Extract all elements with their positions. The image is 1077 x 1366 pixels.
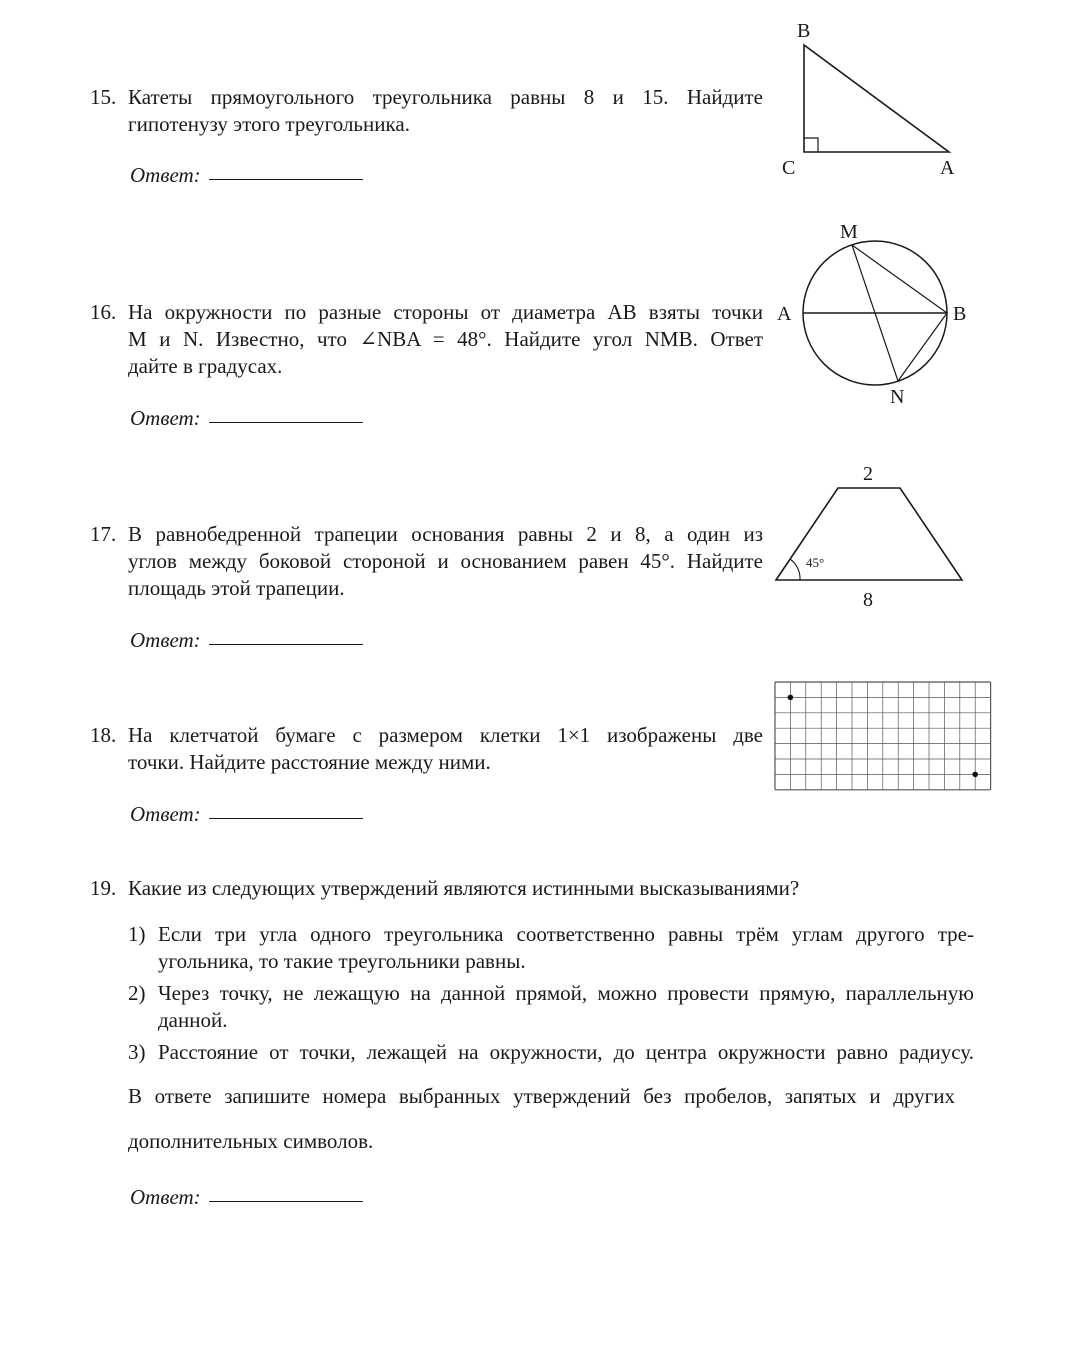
segment-mb xyxy=(852,245,947,313)
problem-text-line: На клетчатой бумаге с размером клетки 1×1 изображены две xyxy=(128,723,763,747)
grid-point-a xyxy=(788,695,794,701)
answer-line[interactable] xyxy=(209,421,363,423)
answer-line[interactable] xyxy=(209,1200,363,1202)
problem-text-line: На окружности по разные стороны от диаметра AB взяты точки xyxy=(128,300,763,324)
answer-field[interactable] xyxy=(130,162,363,189)
option-text-line: Если три угла одного треугольника соответственно равны трём углам другого тре- xyxy=(158,922,974,946)
problem-text-line: площадь этой трапеции. xyxy=(128,576,345,600)
triangle-shape xyxy=(804,45,949,152)
angle-label: 45° xyxy=(806,555,825,570)
answer-label: Ответ: xyxy=(130,406,201,430)
option-number: 1) xyxy=(128,922,146,946)
instruction-line: В ответе запишите номера выбранных утверждений без пробелов, запятых и других xyxy=(128,1084,955,1108)
answer-field[interactable] xyxy=(130,627,363,654)
top-base-label: 2 xyxy=(863,463,873,485)
answer-label: Ответ: xyxy=(130,628,201,652)
problem-number: 19. xyxy=(90,876,117,900)
answer-label: Ответ: xyxy=(130,1185,201,1209)
option-1 xyxy=(128,921,974,977)
answer-field[interactable] xyxy=(130,405,363,432)
answer-field[interactable] xyxy=(130,801,363,828)
trapezoid-shape xyxy=(776,488,962,580)
answer-label: Ответ: xyxy=(130,802,201,826)
angle-arc xyxy=(790,559,800,580)
option-2 xyxy=(128,980,974,1036)
option-text-line: данной. xyxy=(158,1008,228,1032)
question-text: Какие из следующих утверждений являются истинными высказываниями? xyxy=(128,876,800,900)
problem-number: 17. xyxy=(90,522,117,546)
problem-text-line: Катеты прямоугольного треугольника равны 8 и 15. Найдите xyxy=(128,85,763,109)
grid-point-b xyxy=(972,772,978,778)
trapezoid-figure xyxy=(770,455,980,615)
right-angle-mark xyxy=(804,138,818,152)
segment-nb xyxy=(898,313,947,381)
point-label-m: M xyxy=(840,221,858,243)
right-triangle-figure xyxy=(770,15,970,185)
option-number: 3) xyxy=(128,1040,146,1064)
vertex-label-b: B xyxy=(797,20,811,42)
option-text-line: Через точку, не лежащую на данной прямой, можно провести прямую, параллельную xyxy=(158,981,974,1005)
option-number: 2) xyxy=(128,981,146,1005)
problem-text-line: В равнобедренной трапеции основания равны 2 и 8, а один из xyxy=(128,522,763,546)
answer-line[interactable] xyxy=(209,178,363,180)
option-text-line: угольника, то такие треугольники равны. xyxy=(158,949,526,973)
problem-text-line: гипотенузу этого треугольника. xyxy=(128,112,410,136)
grid-figure xyxy=(774,681,992,791)
point-label-n: N xyxy=(890,386,905,408)
problem-number: 16. xyxy=(90,300,117,324)
problem-text-line: M и N. Известно, что ∠NBA = 48°. Найдите угол NMB. Ответ xyxy=(128,327,763,351)
answer-field[interactable] xyxy=(130,1184,363,1211)
vertex-label-c: C xyxy=(782,157,796,179)
problem-number: 15. xyxy=(90,85,117,109)
point-label-b: B xyxy=(953,303,967,325)
bottom-base-label: 8 xyxy=(863,589,873,611)
problem-text-line: углов между боковой стороной и основанием равен 45°. Найдите xyxy=(128,549,763,573)
option-3 xyxy=(128,1039,974,1067)
answer-line[interactable] xyxy=(209,643,363,645)
answer-label: Ответ: xyxy=(130,163,201,187)
vertex-label-a: A xyxy=(940,157,955,179)
point-label-a: A xyxy=(777,303,792,325)
instruction-line: дополнительных символов. xyxy=(128,1129,374,1153)
problem-number: 18. xyxy=(90,723,117,747)
problem-text-line: точки. Найдите расстояние между ними. xyxy=(128,750,491,774)
option-text-line: Расстояние от точки, лежащей на окружности, до центра окружности равно радиусу. xyxy=(158,1040,974,1064)
circle-figure xyxy=(770,215,980,415)
problem-text-line: дайте в градусах. xyxy=(128,354,283,378)
answer-line[interactable] xyxy=(209,817,363,819)
